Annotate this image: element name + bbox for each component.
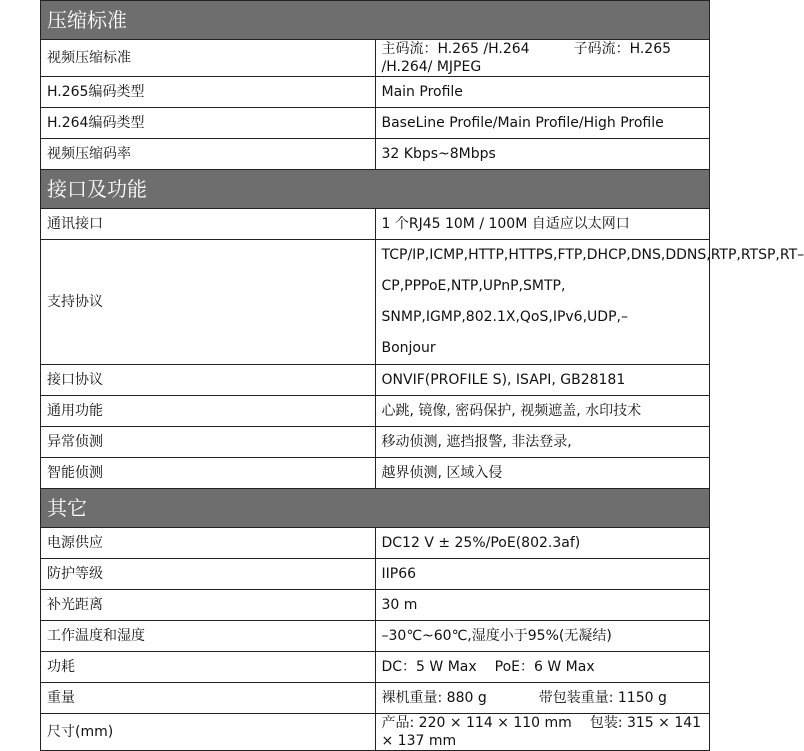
table-row [41, 714, 710, 751]
row-value: 移动侦测, 遮挡报警, 非法登录, [375, 427, 710, 458]
row-label: 工作温度和湿度 [41, 621, 376, 652]
table-row [41, 139, 710, 170]
row-label: 视频压缩标准 [41, 40, 376, 77]
table-row [41, 209, 710, 240]
row-value: 1 个RJ45 10M / 100M 自适应以太网口 [375, 209, 710, 240]
table-row [41, 458, 710, 489]
table-row [41, 683, 710, 714]
row-label: 电源供应 [41, 528, 376, 559]
row-value [375, 240, 804, 365]
row-label: 功耗 [41, 652, 376, 683]
row-value [375, 714, 710, 751]
table-row [41, 590, 710, 621]
row-value: 心跳, 镜像, 密码保护, 视频遮盖, 水印技术 [375, 396, 710, 427]
section-header [41, 170, 710, 209]
net-weight-value: 裸机重量: 880 g [381, 690, 487, 706]
row-value: –30℃~60℃,湿度小于95%(无凝结) [375, 621, 710, 652]
row-value: ONVIF(PROFILE S), ISAPI, GB28181 [375, 365, 710, 396]
table-row [41, 77, 710, 108]
row-label: 补光距离 [41, 590, 376, 621]
row-label: H.265编码类型 [41, 77, 376, 108]
table-row [41, 621, 710, 652]
section-title: 其它 [41, 489, 710, 528]
protocol-line: Bonjour [381, 340, 436, 356]
table-row [41, 108, 710, 139]
table-row [41, 528, 710, 559]
row-label: 支持协议 [41, 240, 376, 365]
row-value [375, 652, 710, 683]
row-label: 尺寸(mm) [41, 714, 376, 751]
row-label: 防护等级 [41, 559, 376, 590]
table-row [41, 240, 710, 365]
row-label: 接口协议 [41, 365, 376, 396]
sub-stream-value: 子码流：H.265 /H.264/ MJPEG [381, 41, 672, 75]
poe-power-value: PoE：6 W Max [494, 659, 595, 675]
protocol-line: CP,PPPoE,NTP,UPnP,SMTP, SNMP,IGMP,802.1X,QoS,IPv6,UDP,– [381, 278, 628, 325]
table-row [41, 396, 710, 427]
table-row [41, 40, 710, 77]
row-label: 异常侦测 [41, 427, 376, 458]
spec-table [40, 0, 804, 751]
gross-weight-value: 带包装重量: 1150 g [538, 690, 667, 706]
row-value [375, 683, 710, 714]
row-value: IIP66 [375, 559, 710, 590]
row-value: DC12 V ± 25%/PoE(802.3af) [375, 528, 710, 559]
table-row [41, 652, 710, 683]
row-value: Main Profile [375, 77, 710, 108]
row-label: 重量 [41, 683, 376, 714]
dc-power-value: DC：5 W Max [381, 659, 477, 675]
row-value: 32 Kbps~8Mbps [375, 139, 710, 170]
main-stream-value: 主码流：H.265 /H.264 [381, 41, 530, 57]
row-label: 视频压缩码率 [41, 139, 376, 170]
row-value: BaseLine Profile/Main Profile/High Profile [375, 108, 710, 139]
package-size-value: 包装: 315 × 141 × 137 mm [381, 715, 702, 749]
table-row [41, 427, 710, 458]
row-label: 通用功能 [41, 396, 376, 427]
section-title: 接口及功能 [41, 170, 710, 209]
row-value [375, 40, 710, 77]
row-label: H.264编码类型 [41, 108, 376, 139]
section-header [41, 489, 710, 528]
row-value: 30 m [375, 590, 710, 621]
protocol-line: TCP/IP,ICMP,HTTP,HTTPS,FTP,DHCP,DNS,DDNS,RTP,RTSP,RT– [381, 247, 804, 263]
table-row [41, 365, 710, 396]
row-label: 通讯接口 [41, 209, 376, 240]
table-row [41, 559, 710, 590]
row-label: 智能侦测 [41, 458, 376, 489]
product-size-value: 产品: 220 × 114 × 110 mm [381, 715, 572, 731]
section-header [41, 1, 710, 40]
row-value: 越界侦测, 区域入侵 [375, 458, 710, 489]
section-title: 压缩标准 [41, 1, 710, 40]
